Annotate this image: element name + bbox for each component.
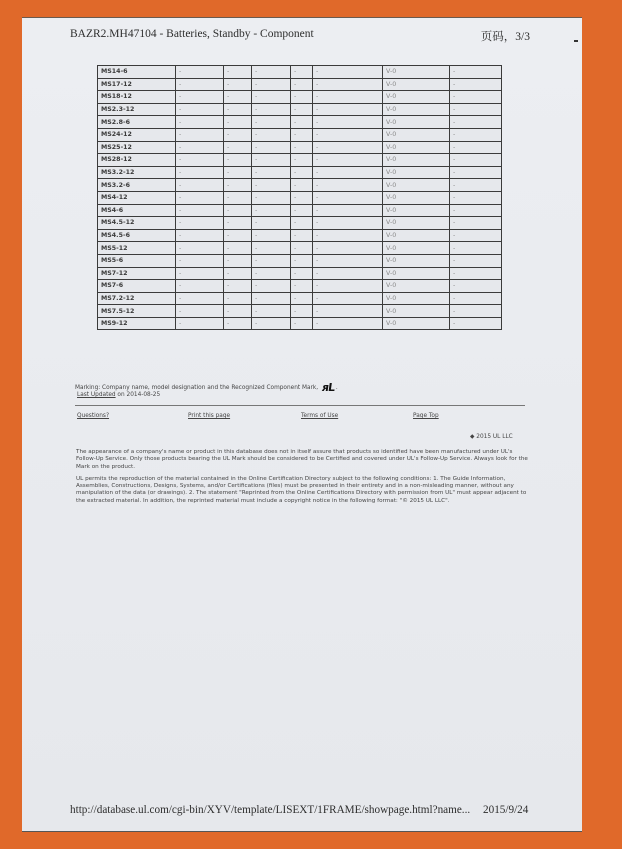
value-cell: - xyxy=(252,280,291,293)
print-artifact-mark xyxy=(574,40,578,42)
page-top-link[interactable]: Page Top xyxy=(413,413,439,419)
value-cell: - xyxy=(450,116,502,129)
value-cell: - xyxy=(313,229,383,242)
value-cell: - xyxy=(313,204,383,217)
value-cell: V-0 xyxy=(383,179,450,192)
value-cell: - xyxy=(224,305,252,318)
value-cell: - xyxy=(291,166,313,179)
value-cell: - xyxy=(176,179,224,192)
value-cell: - xyxy=(313,217,383,230)
value-cell: - xyxy=(252,229,291,242)
model-cell: MS2.3-12 xyxy=(98,103,176,116)
value-cell: - xyxy=(252,78,291,91)
table-row xyxy=(98,280,502,293)
model-cell: MS14-6 xyxy=(98,66,176,79)
value-cell: - xyxy=(224,166,252,179)
value-cell: - xyxy=(176,254,224,267)
value-cell: - xyxy=(252,204,291,217)
value-cell: - xyxy=(176,217,224,230)
value-cell: - xyxy=(224,254,252,267)
table-row xyxy=(98,254,502,267)
value-cell: - xyxy=(224,91,252,104)
value-cell: - xyxy=(252,305,291,318)
questions-link[interactable]: Questions? xyxy=(77,413,110,419)
value-cell: - xyxy=(176,267,224,280)
model-cell: MS25-12 xyxy=(98,141,176,154)
value-cell: - xyxy=(252,166,291,179)
value-cell: - xyxy=(176,204,224,217)
value-cell: - xyxy=(291,78,313,91)
value-cell: - xyxy=(450,305,502,318)
value-cell: V-0 xyxy=(383,242,450,255)
value-cell: - xyxy=(313,305,383,318)
model-cell: MS5-6 xyxy=(98,254,176,267)
value-cell: V-0 xyxy=(383,78,450,91)
value-cell: - xyxy=(252,116,291,129)
model-cell: MS7-6 xyxy=(98,280,176,293)
table-row xyxy=(98,267,502,280)
value-cell: - xyxy=(291,191,313,204)
value-cell: - xyxy=(176,128,224,141)
value-cell: - xyxy=(313,78,383,91)
value-cell: - xyxy=(450,280,502,293)
value-cell: - xyxy=(176,154,224,167)
value-cell: - xyxy=(291,141,313,154)
value-cell: V-0 xyxy=(383,204,450,217)
ul-recognized-mark-icon: ᴙL xyxy=(321,381,335,394)
value-cell: - xyxy=(450,317,502,330)
value-cell: - xyxy=(252,128,291,141)
value-cell: - xyxy=(291,292,313,305)
value-cell: - xyxy=(313,292,383,305)
value-cell: - xyxy=(313,254,383,267)
value-cell: - xyxy=(224,116,252,129)
value-cell: - xyxy=(252,66,291,79)
value-cell: - xyxy=(224,280,252,293)
value-cell: V-0 xyxy=(383,116,450,129)
value-cell: - xyxy=(252,292,291,305)
value-cell: V-0 xyxy=(383,305,450,318)
value-cell: - xyxy=(176,116,224,129)
value-cell: - xyxy=(252,179,291,192)
value-cell: V-0 xyxy=(383,128,450,141)
footer-divider xyxy=(75,405,525,406)
value-cell: - xyxy=(313,128,383,141)
value-cell: - xyxy=(224,128,252,141)
table-row xyxy=(98,116,502,129)
value-cell: - xyxy=(176,292,224,305)
value-cell: - xyxy=(291,267,313,280)
value-cell: - xyxy=(450,91,502,104)
value-cell: - xyxy=(252,154,291,167)
value-cell: V-0 xyxy=(383,254,450,267)
value-cell: - xyxy=(224,229,252,242)
table-row xyxy=(98,242,502,255)
value-cell: - xyxy=(450,229,502,242)
table-row xyxy=(98,141,502,154)
last-updated-date: on 2014-08-25 xyxy=(115,392,161,398)
model-cell: MS5-12 xyxy=(98,242,176,255)
value-cell: - xyxy=(252,91,291,104)
value-cell: - xyxy=(252,141,291,154)
print-footer xyxy=(70,804,550,816)
value-cell: - xyxy=(313,166,383,179)
value-cell: - xyxy=(224,141,252,154)
ratings-table xyxy=(97,65,502,330)
value-cell: - xyxy=(450,154,502,167)
value-cell: - xyxy=(291,116,313,129)
value-cell: - xyxy=(291,103,313,116)
table-row xyxy=(98,78,502,91)
model-cell: MS17-12 xyxy=(98,78,176,91)
print-date: 2015/9/24 xyxy=(483,804,529,816)
disclaimer-paragraph-reproduction: UL permits the reproduction of the material contained in the Online Certification Directory subject to the following conditions: 1. The Guide Information, Assemblies, Constructions, Designs, Systems, and/or Certifications (files) must be presented in their entirety and in a non-misleading manner, without any manipulation of the data (or drawings). 2. The statement "Reprinted from the Online Certifications Directory with permission from UL" must appear adjacent to the extracted material. In addition, the reprinted material must include a copyright notice in the following format: "© 2015 UL LLC". xyxy=(76,475,527,504)
value-cell: - xyxy=(450,78,502,91)
table-row xyxy=(98,292,502,305)
value-cell: - xyxy=(313,280,383,293)
value-cell: V-0 xyxy=(383,317,450,330)
model-cell: MS3.2-12 xyxy=(98,166,176,179)
value-cell: - xyxy=(450,292,502,305)
value-cell: - xyxy=(291,66,313,79)
disclaimer xyxy=(76,449,528,510)
value-cell: - xyxy=(291,154,313,167)
model-cell: MS2.8-6 xyxy=(98,116,176,129)
value-cell: V-0 xyxy=(383,66,450,79)
value-cell: - xyxy=(224,78,252,91)
value-cell: V-0 xyxy=(383,280,450,293)
value-cell: - xyxy=(291,91,313,104)
value-cell: - xyxy=(450,128,502,141)
value-cell: - xyxy=(291,254,313,267)
table-row xyxy=(98,204,502,217)
value-cell: - xyxy=(224,317,252,330)
value-cell: - xyxy=(313,242,383,255)
print-page-link[interactable]: Print this page xyxy=(188,413,231,419)
value-cell: V-0 xyxy=(383,229,450,242)
value-cell: - xyxy=(291,128,313,141)
value-cell: - xyxy=(450,179,502,192)
value-cell: - xyxy=(313,191,383,204)
model-cell: MS24-12 xyxy=(98,128,176,141)
table-row xyxy=(98,166,502,179)
table-row xyxy=(98,128,502,141)
value-cell: - xyxy=(291,229,313,242)
table-row xyxy=(98,305,502,318)
table-row xyxy=(98,191,502,204)
value-cell: - xyxy=(313,66,383,79)
table-row xyxy=(98,179,502,192)
value-cell: V-0 xyxy=(383,154,450,167)
value-cell: - xyxy=(291,217,313,230)
value-cell: - xyxy=(450,66,502,79)
value-cell: - xyxy=(291,280,313,293)
value-cell: - xyxy=(224,103,252,116)
table-row xyxy=(98,317,502,330)
last-updated-link[interactable]: Last Updated xyxy=(77,392,116,398)
table-row xyxy=(98,66,502,79)
model-cell: MS4-6 xyxy=(98,204,176,217)
value-cell: - xyxy=(313,141,383,154)
value-cell: V-0 xyxy=(383,191,450,204)
value-cell: - xyxy=(450,254,502,267)
value-cell: - xyxy=(176,166,224,179)
value-cell: - xyxy=(176,191,224,204)
value-cell: - xyxy=(313,267,383,280)
value-cell: - xyxy=(224,242,252,255)
value-cell: - xyxy=(224,217,252,230)
value-cell: - xyxy=(313,91,383,104)
value-cell: - xyxy=(313,103,383,116)
value-cell: V-0 xyxy=(383,292,450,305)
value-cell: - xyxy=(176,141,224,154)
value-cell: V-0 xyxy=(383,217,450,230)
model-cell: MS7.2-12 xyxy=(98,292,176,305)
table-row xyxy=(98,103,502,116)
value-cell: - xyxy=(450,166,502,179)
model-cell: MS7.5-12 xyxy=(98,305,176,318)
value-cell: - xyxy=(450,204,502,217)
value-cell: - xyxy=(176,280,224,293)
model-cell: MS4.5-6 xyxy=(98,229,176,242)
value-cell: - xyxy=(450,242,502,255)
marking-trailing: . xyxy=(335,385,338,391)
value-cell: - xyxy=(252,317,291,330)
table-row xyxy=(98,229,502,242)
value-cell: - xyxy=(176,103,224,116)
table-row xyxy=(98,154,502,167)
value-cell: - xyxy=(291,242,313,255)
terms-of-use-link[interactable]: Terms of Use xyxy=(301,413,339,419)
value-cell: - xyxy=(224,204,252,217)
value-cell: - xyxy=(176,78,224,91)
value-cell: - xyxy=(224,191,252,204)
model-cell: MS28-12 xyxy=(98,154,176,167)
value-cell: - xyxy=(450,217,502,230)
value-cell: V-0 xyxy=(383,267,450,280)
value-cell: - xyxy=(450,141,502,154)
value-cell: - xyxy=(252,267,291,280)
value-cell: - xyxy=(450,267,502,280)
model-cell: MS18-12 xyxy=(98,91,176,104)
value-cell: - xyxy=(176,229,224,242)
value-cell: - xyxy=(176,317,224,330)
value-cell: - xyxy=(224,267,252,280)
table-row xyxy=(98,217,502,230)
marking-text: Marking: Company name, model designation and the Recognized Component Mark, xyxy=(75,385,319,391)
value-cell: - xyxy=(313,317,383,330)
value-cell: - xyxy=(252,254,291,267)
table-row xyxy=(98,91,502,104)
value-cell: - xyxy=(252,217,291,230)
value-cell: - xyxy=(450,103,502,116)
copyright: ◆ 2015 UL LLC xyxy=(470,434,513,440)
model-cell: MS7-12 xyxy=(98,267,176,280)
value-cell: - xyxy=(252,191,291,204)
value-cell: - xyxy=(291,317,313,330)
last-updated xyxy=(77,392,160,398)
value-cell: - xyxy=(450,191,502,204)
value-cell: - xyxy=(224,179,252,192)
value-cell: - xyxy=(313,179,383,192)
value-cell: V-0 xyxy=(383,91,450,104)
value-cell: - xyxy=(252,242,291,255)
value-cell: - xyxy=(252,103,291,116)
value-cell: V-0 xyxy=(383,166,450,179)
model-cell: MS4.5-12 xyxy=(98,217,176,230)
value-cell: - xyxy=(313,154,383,167)
value-cell: - xyxy=(291,179,313,192)
ratings-table-body xyxy=(98,66,502,330)
value-cell: V-0 xyxy=(383,141,450,154)
model-cell: MS3.2-6 xyxy=(98,179,176,192)
value-cell: - xyxy=(224,154,252,167)
page-number: 页码，3/3 xyxy=(480,31,530,43)
value-cell: - xyxy=(176,305,224,318)
value-cell: - xyxy=(313,116,383,129)
value-cell: - xyxy=(224,292,252,305)
model-cell: MS4-12 xyxy=(98,191,176,204)
value-cell: - xyxy=(291,305,313,318)
value-cell: - xyxy=(224,66,252,79)
value-cell: - xyxy=(176,91,224,104)
document-title: BAZR2.MH47104 - Batteries, Standby - Component xyxy=(70,28,314,40)
value-cell: - xyxy=(176,66,224,79)
value-cell: V-0 xyxy=(383,103,450,116)
value-cell: - xyxy=(291,204,313,217)
disclaimer-paragraph-appearance: The appearance of a company's name or product in this database does not in itself assure that products so identified have been manufactured under UL's Follow-Up Service. Only those products bearing the UL Mark should be considered to be Certified and covered under UL's Follow-Up Service. Always look for the Mark on the product. xyxy=(76,449,528,470)
source-url: http://database.ul.com/cgi-bin/XYV/template/LISEXT/1FRAME/showpage.html?name... xyxy=(70,804,471,816)
model-cell: MS9-12 xyxy=(98,317,176,330)
value-cell: - xyxy=(176,242,224,255)
